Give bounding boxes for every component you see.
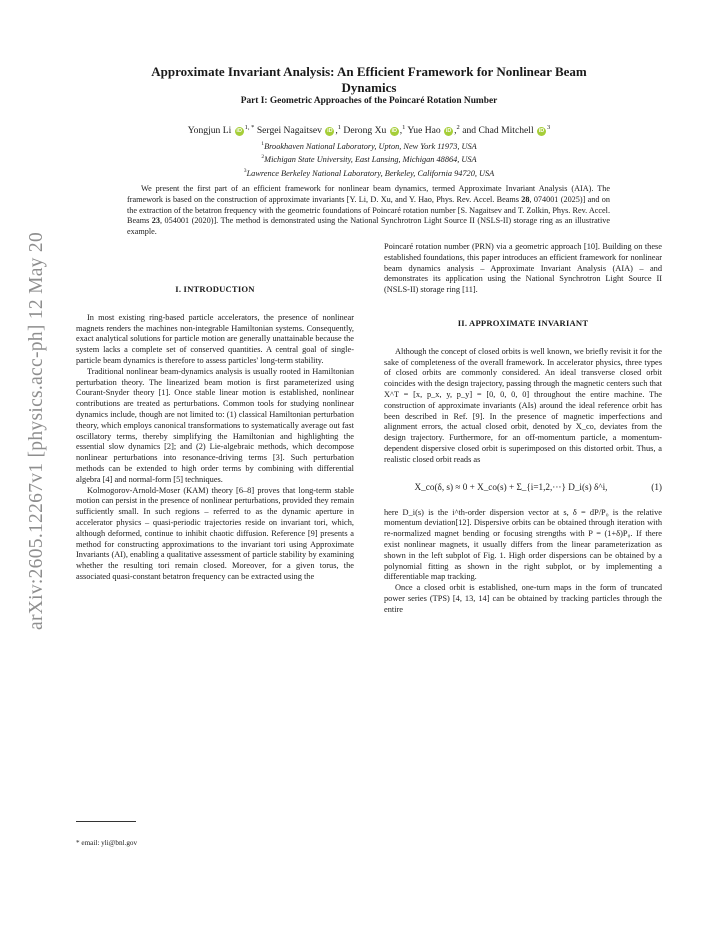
footnote-rule xyxy=(76,821,136,822)
section-heading-approximate-invariant: II. APPROXIMATE INVARIANT xyxy=(457,317,589,328)
section-heading-introduction: I. INTRODUCTION xyxy=(175,284,255,294)
equation-1 xyxy=(384,474,662,502)
affiliation: $^1$Brookhaven National Laboratory, Upton, New York 11973, USA xyxy=(261,141,477,151)
arxiv-identifier: arXiv:2605.12267v1 [physics.acc-ph] 12 May 2026 xyxy=(26,232,47,630)
author-affiliation-mark: 3 xyxy=(547,124,551,131)
inline-math: X^T = [x, p_x, y, p_y] = [0, 0, 0, 0] xyxy=(384,389,530,399)
intro-paragraph-1: In most existing ring-based particle accelerators, the presence of nonlinear magnets renders the machines non-integrable Hamiltonian systems. Consequently, exact analytical solutions for particle motion are generally unattainable because the system lacks a complete set of conserved quantities. A central goal of single-particle beam dynamics is therefore to assess particles' long-term stability. xyxy=(76,312,355,365)
author-name: Sergei Nagaitsev xyxy=(256,125,322,137)
author-name: Yue Hao xyxy=(407,125,441,137)
ai-paragraph-3: Once a closed orbit is established, one-turn maps in the form of truncated power series (TPS) [4, 13, 14] can be obtained by tracking particles through the entire xyxy=(384,583,662,614)
ai-paragraph-1: Although the concept of closed orbits is well known, we briefly revisit it for the sake of completeness of the overall framework. In accelerator physics, three types of closed orbits are commonly considered. An ideal transverse closed orbit coincides with the design trajectory, passing through the magnetic centers such that X^T = [x, p_x, y, p_y] = [0, 0, 0, 0] throughout the entire machine. The construction of approximate invariants (AIs) around the ideal reference orbit has been described in Ref. [9]. In the presence of magnetic imperfections and alignment errors, the actual closed orbit, denoted by X_co, deviates from the design trajectory. Furthermore, for an off-momentum particle, a momentum-dependent dispersive closed orbit is superimposed on this distorted orbit. Thus, a realistic closed orbit reads as xyxy=(384,346,663,464)
intro-paragraph-2: Traditional nonlinear beam-dynamics analysis is usually rooted in Hamiltonian perturbation theory. The linearized beam motion is first parameterized using Courant-Snyder theory [1]. Once stable linear motion is established, nonlinear contributions are treated as perturbations. Common tools for studying nonlinear dynamics include, though are not limited to: (1) classical Hamiltonian perturbation theory, which employs canonical transformations to systematically average out fast oscillatory terms, thereby simplifying the Hamiltonian and highlighting the essential slow dynamics [2]; and (2) Lie-algebraic methods, which decompose nonlinear perturbations into resonance-driving terms [3]. Such perturbation methods can be extended to high order terms by combining with differential algebra [4] and normal-form [5] techniques. xyxy=(76,366,354,484)
orcid-icon[interactable]: iD xyxy=(327,128,333,135)
author-affiliation-mark: 1 xyxy=(337,124,341,131)
orcid-icon[interactable]: iD xyxy=(445,128,452,135)
left-column xyxy=(76,284,354,583)
orcid-icon[interactable]: iD xyxy=(236,128,242,135)
equation-number: (1) xyxy=(651,482,662,493)
arxiv-stamp xyxy=(14,232,54,632)
ai-paragraph-2: here D_i(s) is the i^th-order dispersion vector at s, δ = dP/P₀ is the relative momentum deviation[12]. Dispersive orbits can be obtained through iteration with re-normalized magnet bending or focusing strengths with P = (1+δ)P₀. If there exist nonlinear magnets, it usually differs from the linear parameterization as shown in the left subplot of Fig. 1. High order dispersions can be obtained by a polynomial fitting as shown in the right subplot, or by implementing a differentiable map tracking. xyxy=(384,507,662,582)
author-affiliation-mark: 1 xyxy=(402,124,406,131)
author-name: Yongjun Li xyxy=(187,125,232,137)
affiliation-list xyxy=(76,139,662,179)
author-name: Derong Xu xyxy=(343,125,387,137)
author-name: and Chad Mitchell xyxy=(462,125,534,137)
equation-body: X_co(δ, s) ≈ 0 + X_co(s) + Σ_{i=1,2,···} D_i(s) δ^i, xyxy=(414,482,608,493)
intro-paragraph-3: Kolmogorov-Arnold-Moser (KAM) theory [6–8] proves that long-term stable motion can persist in the presence of nonlinear perturbations, provided they remain sufficiently small. In such regions – referred to as the dynamic aperture in accelerator physics – quasi-periodic trajectories reside on invariant tori, which, although deformed, continue to inhibit chaotic diffusion. Reference [9] presents a method for constructing approximations to the invariant tori using Approximate Invariants (AI), enabling a qualitative assessment of particle stability by examining whether the resulting tori remain closed. Moreover, for a given torus, the associated quasi-constant betatron frequency can be extracted using the xyxy=(76,485,354,581)
paper-subtitle: Part I: Geometric Approaches of the Poincaré Rotation Number xyxy=(240,96,498,106)
footnote-email: * email: yli@bnl.gov xyxy=(76,839,138,847)
orcid-icon[interactable]: iD xyxy=(391,128,397,135)
affiliation: $^2$Michigan State University, East Lansing, Michigan 48864, USA xyxy=(261,154,477,165)
right-column xyxy=(384,242,662,616)
title-line-2: Dynamics xyxy=(341,80,397,95)
affiliation: $^3$Lawrence Berkeley National Laboratory, Berkeley, California 94720, USA xyxy=(243,167,495,178)
abstract: We present the first part of an efficient framework for nonlinear beam dynamics, termed Approximate Invariant Analysis (AIA). The framework is based on the construction of approximate invariants [Y. Li, D. Xu, and Y. Hao, Phys. Rev. Accel. Beams 28, 074001 (2025)] and on the extraction of the betatron frequency with the geometric foundations of Poincaré rotation number [S. Nagaitsev and T. Zolkin, Phys. Rev. Accel. Beams 23, 054001 (2020)]. The method is demonstrated using the National Synchrotron Light Source II (NSLS-II) storage ring as an illustrative example. xyxy=(127,184,610,237)
intro-paragraph-continued: Poincaré rotation number (PRN) via a geometric approach [10]. Building on these established foundations, this paper introduces an efficient framework for nonlinear beam dynamics analysis – Approximate Invariant Analysis (AIA) – and demonstrates its application using the National Synchrotron Light Source II (NSLS-II) storage ring [11]. xyxy=(384,242,662,295)
author-affiliation-mark: 2 xyxy=(456,124,460,131)
author-affiliation-mark: 1, * xyxy=(244,124,255,131)
title-line-1: Approximate Invariant Analysis: An Efficient Framework for Nonlinear Beam xyxy=(151,64,587,79)
paper-title xyxy=(76,64,662,96)
orcid-icon[interactable]: iD xyxy=(538,128,545,135)
author-list: Yongjun Li $iD^{1, *}$ Sergei Nagaitsev iD ,$^1$ Derong Xu iD ,$^1$ Yue Hao iD ,$^2$ and Chad Mitchell $iD^3$ xyxy=(187,124,551,137)
